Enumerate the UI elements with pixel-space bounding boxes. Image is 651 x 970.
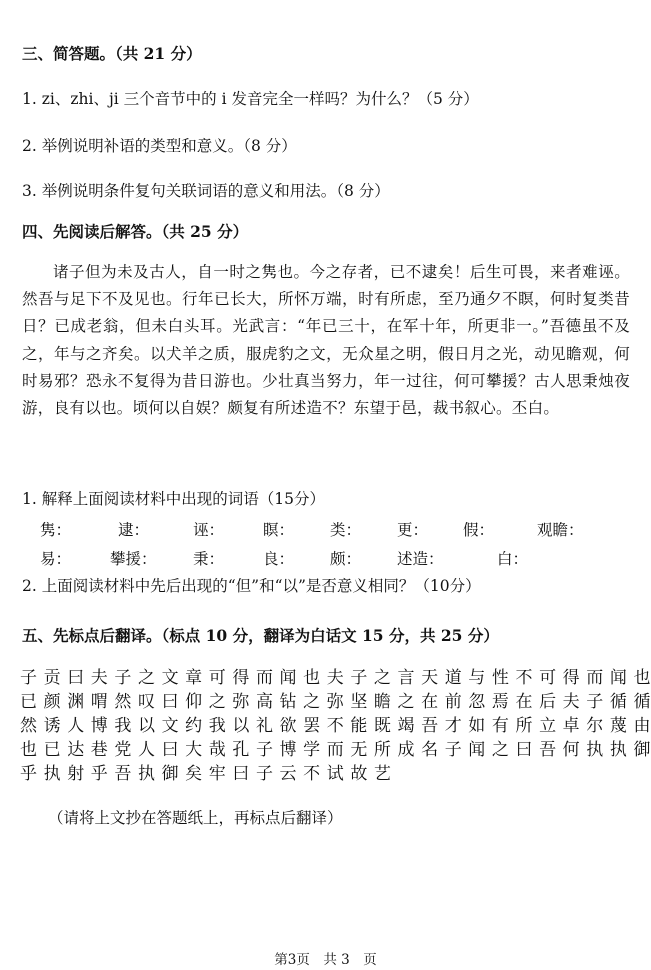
text-char: 博 (90, 716, 108, 736)
section-3-heading: 三、简答题。（共 21 分） (22, 44, 202, 63)
text-char: 而 (255, 668, 273, 688)
text-char: 我 (208, 716, 226, 736)
text-char: 牢 (208, 764, 226, 784)
text-char: 得 (562, 668, 580, 688)
text-char: 曰 (161, 740, 179, 760)
text-char: 子 (350, 668, 368, 688)
text-char: 不 (515, 668, 533, 688)
text-char: 也 (20, 740, 37, 760)
text-char: 不 (326, 716, 344, 736)
section-4-question-2: 2. 上面阅读材料中先后出现的“但”和“以”是否意义相同？（10分） (22, 577, 481, 595)
text-line (20, 666, 651, 690)
text-char: 后 (539, 692, 557, 712)
vocabulary-term: 隽： (40, 521, 72, 539)
text-char: 之 (491, 740, 509, 760)
text-char: 夫 (326, 668, 344, 688)
text-char: 执 (586, 740, 604, 760)
text-char: 天 (421, 668, 439, 688)
text-char: 由 (633, 716, 651, 736)
text-char: 叹 (137, 692, 155, 712)
text-char: 喟 (90, 692, 108, 712)
text-char: 循 (609, 692, 627, 712)
section-4-heading: 四、先阅读后解答。（共 25 分） (22, 222, 249, 241)
text-char: 也 (633, 668, 651, 688)
text-char: 子 (255, 764, 273, 784)
text-char: 也 (303, 668, 321, 688)
text-char: 人 (67, 716, 85, 736)
instruction-note: （请将上文抄在答题纸上，再标点后翻译） (48, 809, 343, 827)
text-char: 所 (373, 740, 391, 760)
text-char: 云 (279, 764, 297, 784)
text-char: 党 (114, 740, 132, 760)
text-char: 坚 (350, 692, 368, 712)
text-char: 忽 (468, 692, 486, 712)
text-char: 吾 (114, 764, 132, 784)
text-char: 贡 (43, 668, 61, 688)
text-char: 如 (468, 716, 486, 736)
text-char: 子 (255, 740, 273, 760)
text-char: 高 (255, 692, 273, 712)
text-char: 已 (43, 740, 61, 760)
vocabulary-term: 更： (397, 521, 429, 539)
text-char: 蔑 (609, 716, 627, 736)
text-char: 约 (185, 716, 203, 736)
text-char: 执 (137, 764, 155, 784)
text-char: 曰 (232, 764, 250, 784)
text-char: 而 (586, 668, 604, 688)
text-char: 立 (539, 716, 557, 736)
text-char: 之 (137, 668, 155, 688)
text-char: 尔 (586, 716, 604, 736)
text-char: 子 (444, 740, 462, 760)
text-char: 有 (491, 716, 509, 736)
vocabulary-term: 攀援： (110, 550, 157, 568)
text-char: 所 (515, 716, 533, 736)
vocabulary-term: 类： (330, 521, 362, 539)
text-char: 钻 (279, 692, 297, 712)
text-char: 执 (609, 740, 627, 760)
section-3-question-2: 2. 举例说明补语的类型和意义。（8 分） (22, 137, 297, 155)
text-char: 与 (468, 668, 486, 688)
text-line (20, 762, 634, 786)
text-char: 弥 (326, 692, 344, 712)
text-char: 子 (114, 668, 132, 688)
text-char: 而 (326, 740, 344, 760)
text-char: 仰 (185, 692, 203, 712)
text-char: 之 (397, 692, 415, 712)
text-char: 在 (515, 692, 533, 712)
text-char: 吾 (421, 716, 439, 736)
text-char: 欲 (279, 716, 297, 736)
text-char: 罢 (303, 716, 321, 736)
text-char: 大 (185, 740, 203, 760)
text-char: 焉 (491, 692, 509, 712)
text-char: 性 (491, 668, 509, 688)
page-footer: 第3页 共 3 页 (274, 952, 377, 968)
section-5-heading: 五、先标点后翻译。（标点 10 分，翻译为白话文 15 分，共 25 分） (22, 626, 499, 645)
text-char: 我 (114, 716, 132, 736)
text-char: 御 (633, 740, 651, 760)
text-char: 不 (303, 764, 321, 784)
text-char: 诱 (43, 716, 61, 736)
text-char: 学 (303, 740, 321, 760)
text-char: 巷 (90, 740, 108, 760)
text-char: 曰 (67, 668, 85, 688)
text-char: 道 (444, 668, 462, 688)
text-line (20, 714, 651, 738)
text-char: 闻 (609, 668, 627, 688)
text-char: 弥 (232, 692, 250, 712)
text-char: 哉 (208, 740, 226, 760)
text-char: 前 (444, 692, 462, 712)
text-char: 执 (43, 764, 61, 784)
text-char: 故 (350, 764, 368, 784)
vocabulary-term: 秉： (193, 550, 225, 568)
text-char: 曰 (161, 692, 179, 712)
text-char: 可 (539, 668, 557, 688)
vocabulary-term: 述造： (397, 550, 444, 568)
text-char: 子 (20, 668, 37, 688)
vocabulary-term: 逮： (118, 521, 150, 539)
text-char: 然 (20, 716, 37, 736)
text-char: 瞻 (373, 692, 391, 712)
text-char: 以 (137, 716, 155, 736)
text-char: 成 (397, 740, 415, 760)
section-3-question-3: 3. 举例说明条件复句关联词语的意义和用法。（8 分） (22, 182, 390, 200)
text-char: 达 (67, 740, 85, 760)
text-char: 然 (114, 692, 132, 712)
section-4-question-1: 1. 解释上面阅读材料中出现的词语（15分） (22, 490, 325, 508)
text-char: 以 (232, 716, 250, 736)
text-char: 何 (562, 740, 580, 760)
text-char: 博 (279, 740, 297, 760)
text-char: 渊 (67, 692, 85, 712)
vocabulary-term: 假： (463, 521, 495, 539)
text-char: 闻 (279, 668, 297, 688)
text-char: 御 (161, 764, 179, 784)
text-char: 能 (350, 716, 368, 736)
vocabulary-term: 诬： (193, 521, 225, 539)
text-char: 试 (326, 764, 344, 784)
text-char: 之 (303, 692, 321, 712)
text-char: 礼 (255, 716, 273, 736)
text-char: 名 (421, 740, 439, 760)
unpunctuated-text (20, 666, 651, 786)
text-char: 子 (586, 692, 604, 712)
reading-passage: 诸子但为未及古人，自一时之隽也。今之存者，已不逮矣！后生可畏，来者难诬。然吾与足下不及见也。行年已长大，所怀万端，时有所虑，至乃通夕不瞑，何时复类昔日？已成老翁，但未白头耳。光武言：“年已三十，在军十年，所更非一。”吾德虽不及之，年与之齐矣。以犬羊之质，服虎豹之文，无众星之明，假日月之光，动见瞻观，何时易邪？恐永不复得为昔日游也。少壮真当努力，年一过往，何可攀援？古人思秉烛夜游，良有以也。顷何以自娱？颇复有所述造不？东望于邑，裁书叙心。丕白。 (22, 263, 630, 418)
text-char: 卓 (562, 716, 580, 736)
text-char: 曰 (515, 740, 533, 760)
text-char: 既 (373, 716, 391, 736)
text-char: 矣 (185, 764, 203, 784)
vocabulary-term: 良： (263, 550, 295, 568)
text-char: 之 (208, 692, 226, 712)
text-char: 在 (421, 692, 439, 712)
vocabulary-term: 观瞻： (537, 521, 584, 539)
text-char: 竭 (397, 716, 415, 736)
text-char: 章 (185, 668, 203, 688)
text-char: 乎 (90, 764, 108, 784)
vocabulary-term: 易： (40, 550, 72, 568)
text-char: 才 (444, 716, 462, 736)
text-char: 文 (161, 668, 179, 688)
text-char: 循 (633, 692, 651, 712)
text-char: 闻 (468, 740, 486, 760)
text-char: 人 (137, 740, 155, 760)
text-line (20, 738, 651, 762)
vocabulary-term: 颇： (330, 550, 362, 568)
text-char: 无 (350, 740, 368, 760)
text-char: 文 (161, 716, 179, 736)
text-char: 射 (67, 764, 85, 784)
text-char: 言 (397, 668, 415, 688)
text-char: 孔 (232, 740, 250, 760)
vocabulary-term: 瞑： (263, 521, 295, 539)
text-char: 颜 (43, 692, 61, 712)
text-char: 可 (208, 668, 226, 688)
text-char: 吾 (539, 740, 557, 760)
text-char: 夫 (562, 692, 580, 712)
text-char: 已 (20, 692, 37, 712)
text-char: 艺 (373, 764, 391, 784)
vocabulary-term: 白： (497, 550, 529, 568)
text-char: 夫 (90, 668, 108, 688)
text-char: 得 (232, 668, 250, 688)
section-3-question-1: 1. zi、zhi、ji 三个音节中的 i 发音完全一样吗？为什么？（5 分） (22, 90, 479, 108)
text-line (20, 690, 651, 714)
text-char: 之 (373, 668, 391, 688)
text-char: 乎 (20, 764, 37, 784)
